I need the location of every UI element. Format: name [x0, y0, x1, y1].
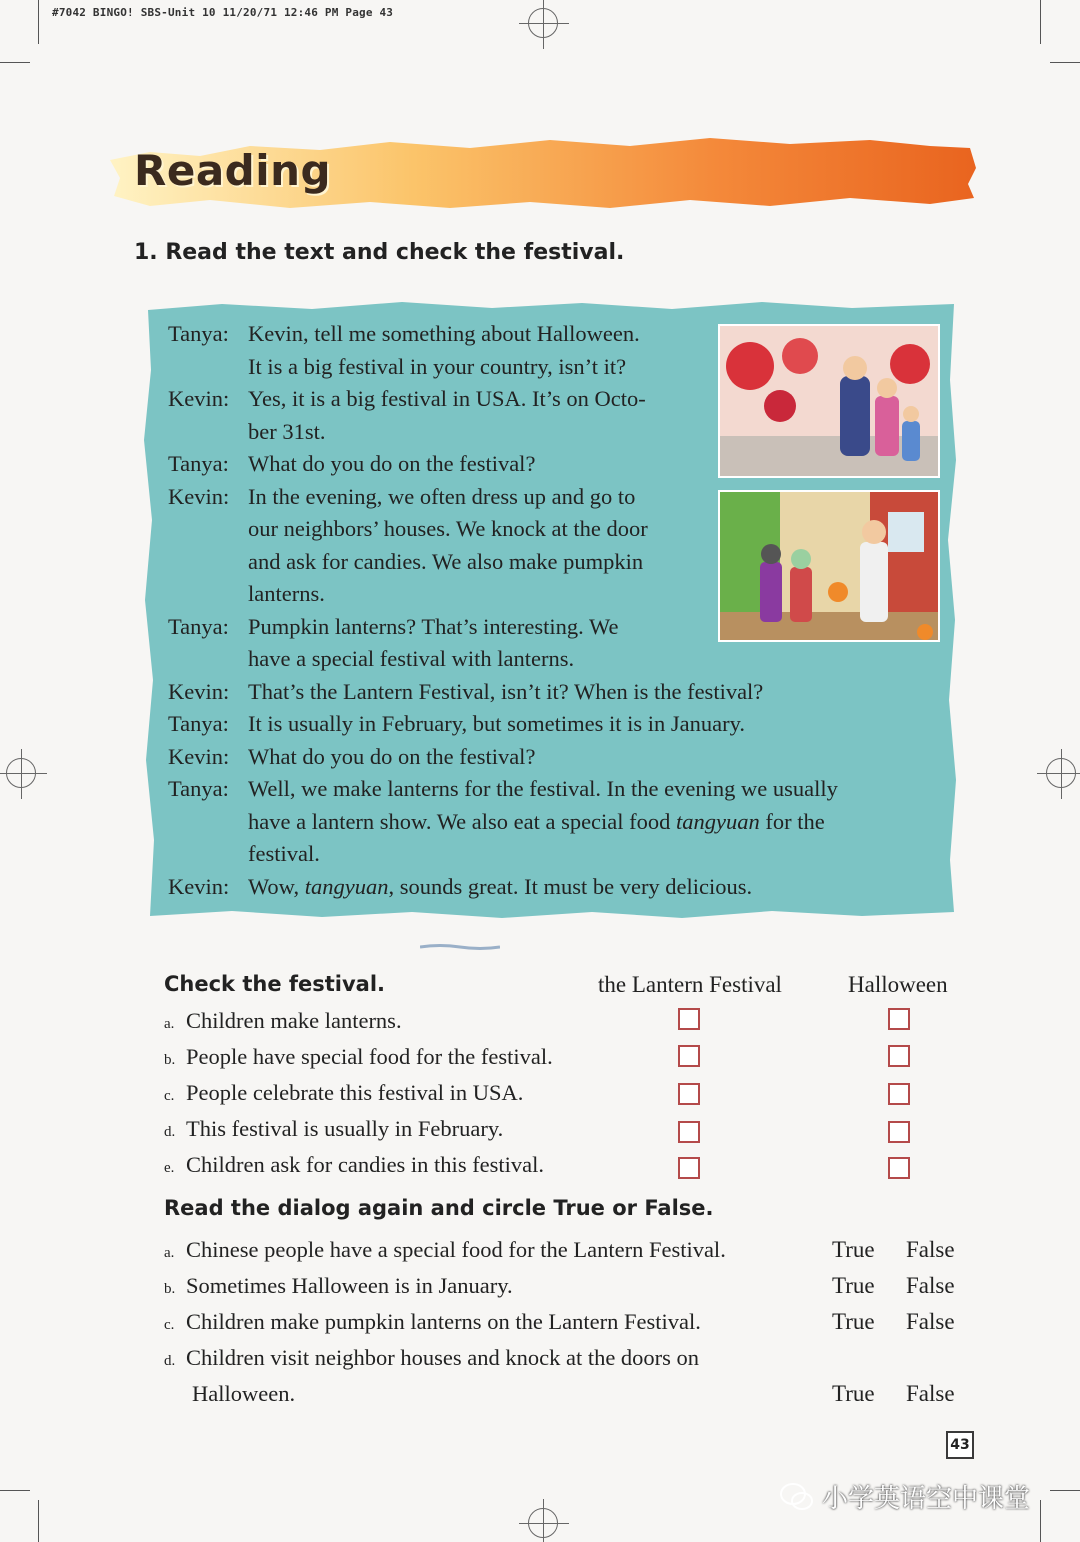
watermark: [780, 1478, 1030, 1515]
speaker: Tanya:: [168, 321, 229, 346]
dialog-line-text: have a lantern show. We also eat a special food tangyuan for the: [248, 808, 825, 834]
dialog-line-text: festival.: [248, 841, 320, 866]
item-text: Sometimes Halloween is in January.: [186, 1273, 513, 1298]
item-text: Children visit neighbor houses and knock at the doors on: [186, 1345, 700, 1370]
true-option[interactable]: True: [832, 1381, 875, 1406]
dialog-line: [168, 708, 938, 741]
item-letter: a.: [164, 1016, 175, 1032]
dialog-line: [168, 676, 938, 709]
false-option[interactable]: False: [906, 1309, 955, 1334]
item-letter: e.: [164, 1160, 175, 1176]
speaker: Kevin:: [168, 386, 230, 411]
dialog-line-text: It is usually in February, but sometimes it is in January.: [248, 711, 746, 736]
item-text: Chinese people have a special food for the Lantern Festival.: [186, 1237, 726, 1262]
dialog-line: [168, 741, 938, 774]
false-option[interactable]: False: [906, 1237, 955, 1262]
dialog-line-text: What do you do on the festival?: [248, 743, 536, 769]
crop-mark: [1040, 0, 1041, 44]
dialog-line: [168, 383, 938, 416]
check-item: [164, 1080, 523, 1106]
tf-item: [164, 1273, 513, 1299]
check-item: [164, 1116, 503, 1142]
checkbox-lantern[interactable]: [678, 1121, 700, 1143]
check-item: [164, 1044, 553, 1070]
registration-mark: [6, 758, 36, 788]
dialog-line: [168, 871, 938, 904]
dialog-line: [168, 838, 938, 871]
dialog-line-text: ber 31st.: [248, 418, 326, 444]
dialog-line-text: It is a big festival in your country, isn’t it?: [248, 353, 627, 379]
dialog-line-text: Pumpkin lanterns? That’s interesting. We: [248, 613, 619, 639]
dialog-line: [168, 643, 938, 676]
checkbox-halloween[interactable]: [888, 1157, 910, 1179]
registration-mark: [528, 8, 558, 38]
crop-mark: [0, 1490, 30, 1491]
instruction: 1. Read the text and check the festival.: [134, 240, 625, 265]
dialog-line: [168, 611, 938, 644]
item-letter: d.: [164, 1124, 176, 1140]
checkbox-halloween[interactable]: [888, 1121, 910, 1143]
dialog-line: [168, 448, 938, 481]
speaker: Tanya:: [168, 776, 229, 801]
true-option[interactable]: True: [832, 1309, 875, 1334]
checkbox-halloween[interactable]: [888, 1083, 910, 1105]
dialog-line: [168, 578, 938, 611]
speaker: [168, 351, 248, 384]
item-letter: a.: [164, 1245, 175, 1261]
dialog-line-text: What do you do on the festival?: [248, 451, 536, 476]
registration-mark: [528, 1508, 558, 1538]
item-letter: d.: [164, 1353, 176, 1369]
dialog-line: [168, 773, 938, 806]
wechat-icon: [780, 1482, 814, 1512]
watermark-text: 小学英语空中课堂: [822, 1484, 1031, 1514]
dialog-line-text: and ask for candies. We also make pumpkin: [248, 548, 644, 574]
check-heading: Check the festival.: [164, 972, 386, 996]
item-text: People celebrate this festival in USA.: [186, 1080, 524, 1105]
checkbox-halloween[interactable]: [888, 1045, 910, 1067]
item-letter: c.: [164, 1088, 175, 1104]
truefalse-heading: Read the dialog again and circle True or False.: [164, 1196, 714, 1220]
speaker: Tanya:: [168, 711, 229, 736]
speaker: [168, 546, 248, 579]
checkbox-lantern[interactable]: [678, 1008, 700, 1030]
item-letter: b.: [164, 1052, 176, 1068]
dialog-line-text: Yes, it is a big festival in USA. It’s on Octo-: [248, 386, 646, 411]
col-halloween: Halloween: [848, 972, 948, 997]
crop-mark: [1050, 1490, 1080, 1491]
speaker: Kevin:: [168, 483, 230, 509]
dialog-line-text: our neighbors’ houses. We knock at the door: [248, 516, 648, 541]
speaker: [168, 578, 248, 611]
item-text: People have special food for the festival.: [186, 1044, 553, 1069]
dialog-line: [168, 351, 938, 384]
dialog-line: [168, 806, 938, 839]
dialog-line-text: lanterns.: [248, 581, 325, 606]
speaker: Kevin:: [168, 873, 230, 899]
checkbox-halloween[interactable]: [888, 1008, 910, 1030]
check-item: [164, 1008, 402, 1034]
item-text: Children ask for candies in this festival.: [186, 1152, 545, 1177]
dialog-line-text: In the evening, we often dress up and go to: [248, 483, 636, 509]
checkbox-lantern[interactable]: [678, 1045, 700, 1067]
dialog-line-text: That’s the Lantern Festival, isn’t it? When is the festival?: [248, 678, 764, 704]
col-lantern-festival: the Lantern Festival: [598, 972, 782, 997]
print-header: #7042 BINGO! SBS-Unit 10 11/20/71 12:46 PM Page 43: [52, 6, 394, 19]
check-item: [164, 1152, 544, 1178]
false-option[interactable]: False: [906, 1381, 955, 1406]
speaker: [168, 806, 248, 839]
page-title: Reading: [134, 146, 332, 195]
speaker: Kevin:: [168, 678, 230, 704]
dialog-line-text: have a special festival with lanterns.: [248, 646, 575, 671]
item-letter: b.: [164, 1281, 176, 1297]
speaker: [168, 838, 248, 871]
dialog-line: [168, 546, 938, 579]
dialog-line-text: Wow, tangyuan, sounds great. It must be very delicious.: [248, 873, 753, 899]
true-option[interactable]: True: [832, 1237, 875, 1262]
crop-mark: [0, 62, 30, 63]
tf-item: [164, 1237, 726, 1263]
dialog-line: [168, 513, 938, 546]
tf-item: [164, 1345, 699, 1371]
dialog-line: [168, 318, 938, 351]
dialog-text: [168, 318, 938, 903]
crop-mark: [1040, 1500, 1041, 1542]
crop-mark: [1050, 62, 1080, 63]
speaker: Kevin:: [168, 743, 230, 769]
false-option[interactable]: False: [906, 1273, 955, 1298]
speaker: [168, 513, 248, 546]
item-letter: c.: [164, 1317, 175, 1333]
crop-mark: [38, 0, 39, 44]
item-text: Children make lanterns.: [186, 1008, 402, 1033]
dialog-line: [168, 416, 938, 449]
page-number: 43: [946, 1431, 974, 1459]
speaker: [168, 416, 248, 449]
checkbox-lantern[interactable]: [678, 1083, 700, 1105]
crop-mark: [38, 1500, 39, 1542]
speaker: Tanya:: [168, 613, 229, 639]
dialog-line-text: Kevin, tell me something about Halloween.: [248, 321, 640, 346]
tf-item-continued: Halloween.: [192, 1381, 296, 1406]
speaker: [168, 643, 248, 676]
dialog-line: [168, 481, 938, 514]
divider-squiggle: [420, 944, 500, 950]
speaker: Tanya:: [168, 451, 229, 476]
item-text: This festival is usually in February.: [186, 1116, 504, 1141]
checkbox-lantern[interactable]: [678, 1157, 700, 1179]
registration-mark: [1046, 758, 1076, 788]
tf-item: [164, 1309, 701, 1335]
dialog-line-text: Well, we make lanterns for the festival. In the evening we usually: [248, 776, 838, 801]
item-text: Children make pumpkin lanterns on the Lantern Festival.: [186, 1309, 701, 1334]
true-option[interactable]: True: [832, 1273, 875, 1298]
